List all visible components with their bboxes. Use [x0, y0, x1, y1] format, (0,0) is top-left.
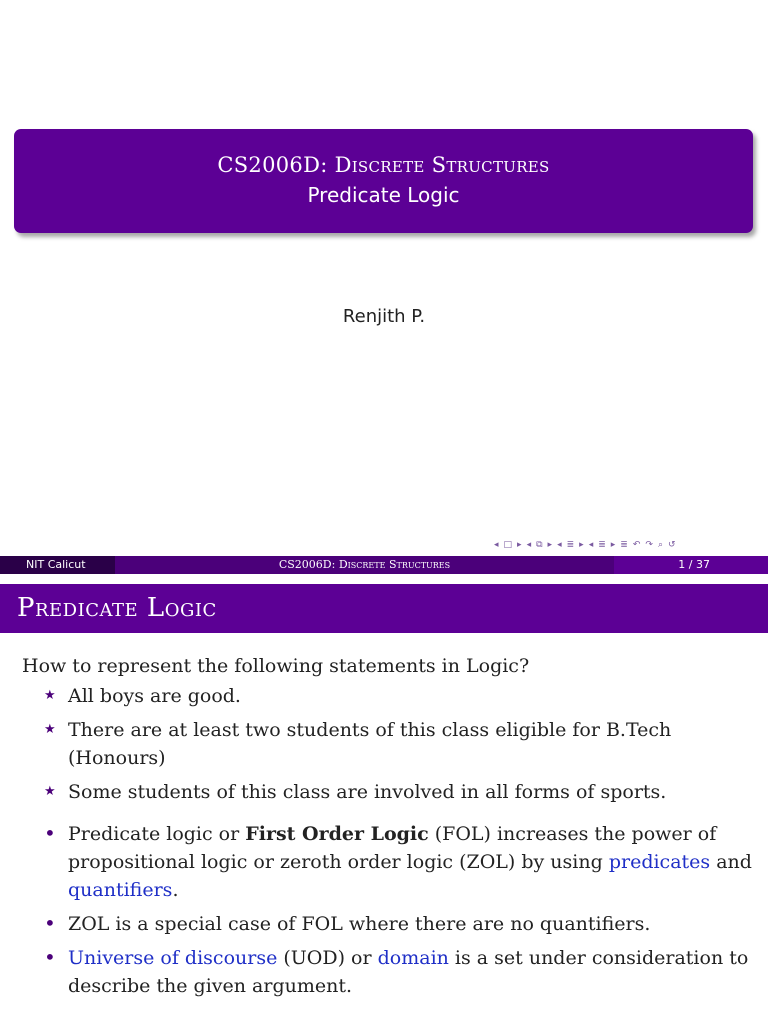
beamer-navigation: [494, 538, 764, 552]
nav-next-subsection-icon[interactable]: ▸: [579, 540, 584, 550]
course-code: CS2006D:: [217, 153, 335, 177]
course-name: Discrete Structures: [334, 153, 550, 177]
list-item: ★ All boys are good.: [22, 682, 752, 710]
nav-subsection-icon[interactable]: ≣: [566, 540, 575, 550]
nav-prev-section-icon[interactable]: ◂: [588, 540, 594, 550]
title-block: [14, 129, 753, 233]
dot-bullet-icon: •: [44, 821, 56, 845]
footer-course: CS2006D: Discrete Structures: [115, 556, 614, 574]
example-list: [22, 682, 752, 806]
author-name: Renjith P.: [342, 306, 426, 327]
frame-title: Predicate Logic: [17, 593, 217, 623]
list-item: ★ Some students of this class are involved in all forms of sports.: [22, 778, 752, 806]
list-item: ★ There are at least two students of this class eligible for B.Tech (Honours): [22, 716, 752, 772]
domain-term: domain: [377, 947, 449, 969]
star-bullet-icon: ★: [44, 784, 56, 799]
definition-list: [22, 820, 752, 1000]
uod-term: Universe of discourse: [68, 947, 278, 969]
nav-slide-icon[interactable]: □: [503, 540, 513, 550]
nav-prev-subsection-icon[interactable]: ◂: [557, 540, 562, 550]
course-title: [14, 153, 753, 177]
nav-next-frame-icon[interactable]: ▸: [547, 540, 553, 550]
intro-question: How to represent the following statements in Logic?: [22, 655, 530, 677]
list-item: • Universe of discourse (UOD) or domain is a set under consideration to describe the given argument.: [44, 945, 749, 997]
nav-next-section-icon[interactable]: ▸: [610, 540, 616, 550]
nav-document-icon[interactable]: ≣: [620, 540, 628, 550]
fol-term: First Order Logic: [245, 823, 429, 845]
nav-refresh-icon[interactable]: ↺: [667, 540, 676, 550]
lecture-subtitle: Predicate Logic: [307, 183, 460, 207]
quantifiers-term: quantifiers: [68, 879, 173, 901]
nav-section-icon[interactable]: ≣: [598, 540, 606, 550]
slide-content: [22, 652, 752, 1000]
nav-back-icon[interactable]: ↶: [632, 540, 641, 550]
nav-prev-frame-icon[interactable]: ◂: [526, 540, 532, 550]
nav-search-icon[interactable]: ⌕: [657, 540, 663, 550]
dot-bullet-icon: •: [44, 911, 56, 935]
footer-page-number: 1 / 37: [614, 556, 768, 574]
nav-next-slide-icon[interactable]: ▸: [517, 540, 522, 550]
frame-title-bar: [0, 584, 768, 633]
list-item: • Predicate logic or First Order Logic (FOL) increases the power of propositional logic or zeroth order logic (ZOL) by using predicates and quantifiers.: [44, 821, 752, 901]
footer-institute: NIT Calicut: [0, 556, 115, 574]
nav-frame-icon[interactable]: ⧉: [536, 540, 543, 550]
nav-prev-slide-icon[interactable]: ◂: [494, 540, 499, 550]
star-bullet-icon: ★: [44, 722, 56, 737]
list-item: • ZOL is a special case of FOL where there are no quantifiers.: [44, 911, 651, 935]
nav-forward-icon[interactable]: ↷: [645, 540, 653, 550]
slide-footer: [0, 556, 768, 574]
predicates-term: predicates: [608, 851, 711, 873]
star-bullet-icon: ★: [44, 688, 56, 703]
dot-bullet-icon: •: [44, 945, 56, 969]
